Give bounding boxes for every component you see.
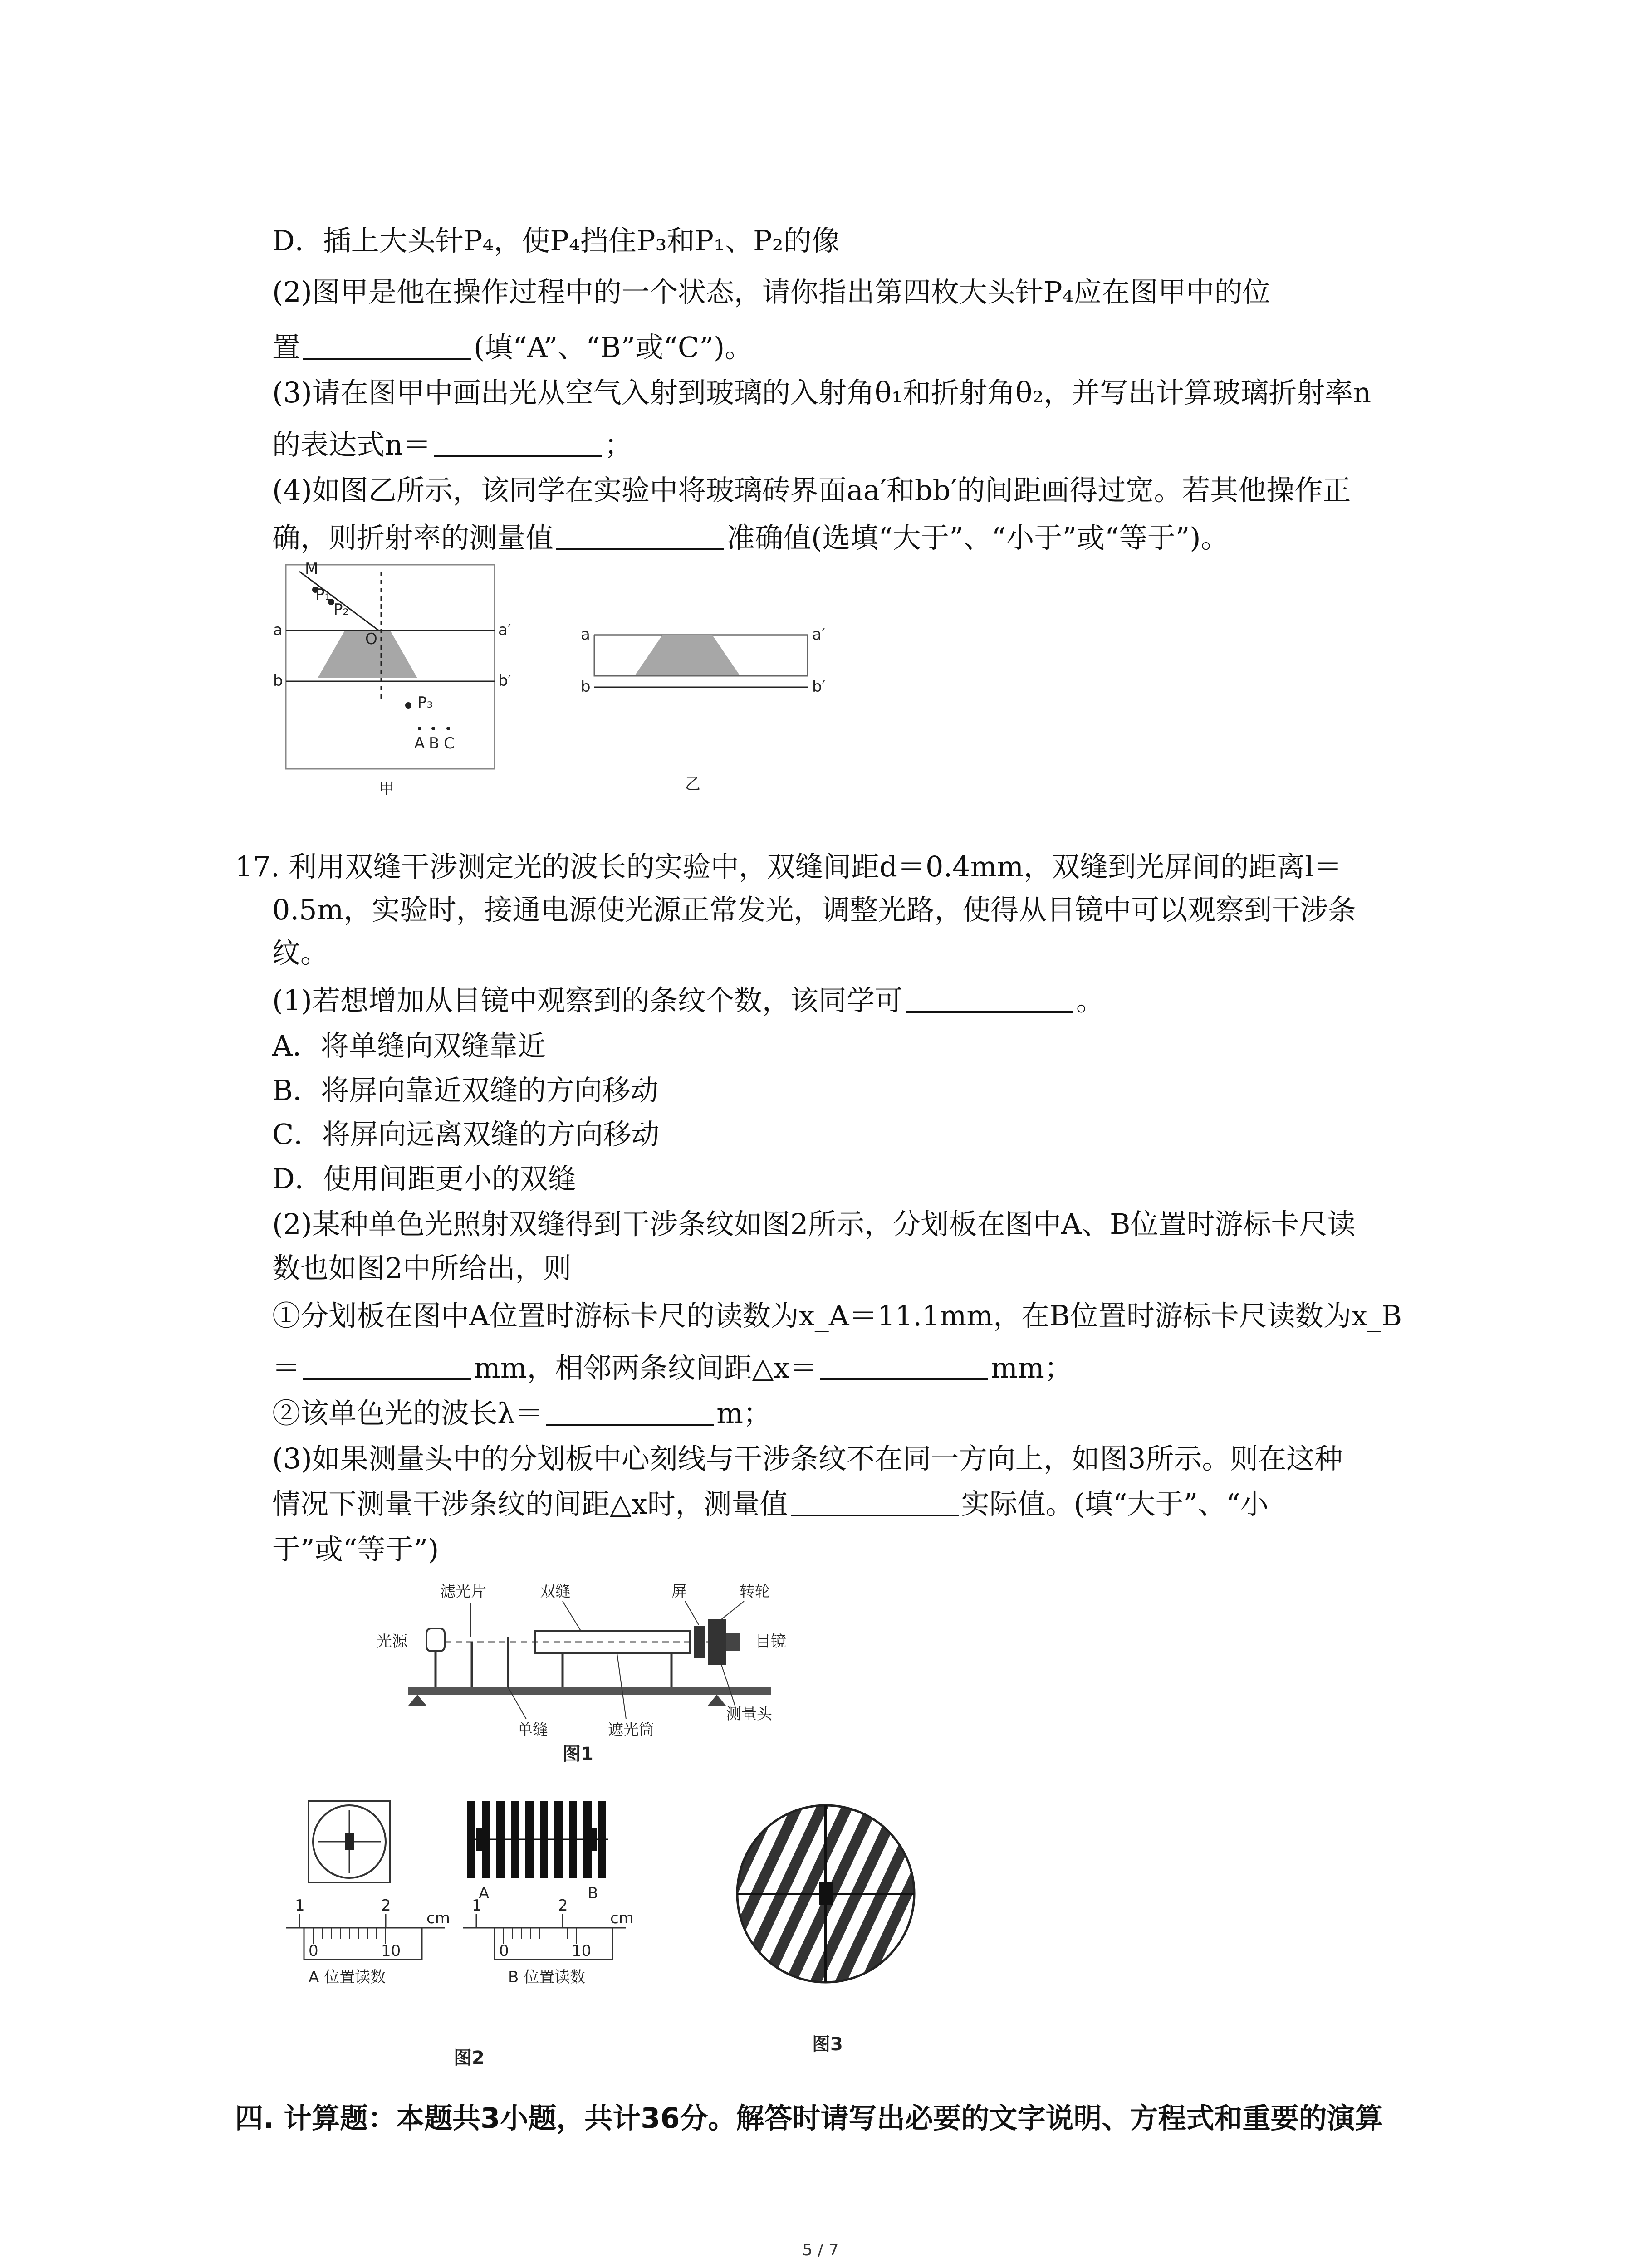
figure-jia-caption: 甲	[379, 780, 394, 798]
label-head: 测量头	[726, 1705, 772, 1723]
figure-1-apparatus	[327, 1574, 898, 1774]
vernier-scale-a	[286, 1897, 450, 1986]
answer-blank	[546, 1400, 714, 1426]
scale-b-label: B 位置读数	[508, 1968, 586, 1986]
figure-3-tilted	[735, 1801, 953, 2055]
q17-sub1-prefix: ＝	[272, 1351, 301, 1384]
q17-part3-line3: 于”或“等于”)	[272, 1533, 439, 1566]
q17-option-d: D．使用间距更小的双缝	[272, 1162, 576, 1195]
q17-sub1-line2	[272, 1351, 1073, 1384]
q17-option-a: A．将单缝向双缝靠近	[272, 1029, 546, 1062]
scale-a-tick-2: 2	[381, 1897, 391, 1915]
label-p3: P₃	[417, 694, 433, 712]
label-b: b	[273, 672, 283, 690]
q16-part2-prefix: 置	[272, 331, 301, 364]
q16-part4-suffix: 准确值(选填“大于”、“小于”或“等于”)。	[727, 521, 1229, 554]
answer-blank	[820, 1355, 988, 1380]
label-a: a	[273, 621, 283, 639]
label-wheel: 转轮	[740, 1583, 770, 1601]
fringe-label-a: A	[479, 1884, 490, 1902]
q17-sub2-prefix: ②该单色光的波长λ＝	[272, 1397, 544, 1430]
q16-part2-suffix: (填“A”、“B”或“C”)。	[474, 331, 753, 364]
scale-b-tick-2: 2	[558, 1897, 568, 1915]
figure-yi-caption: 乙	[685, 775, 700, 793]
label-a-prime: a′	[812, 626, 825, 644]
q17-part2-line1: (2)某种单色光照射双缝得到干涉条纹如图2所示，分划板在图中A、B位置时游标卡尺读	[272, 1207, 1356, 1241]
scale-a-tick-1: 1	[295, 1897, 305, 1915]
q17-part3-suffix: 实际值。(填“大于”、“小	[961, 1487, 1269, 1520]
q17-part1-suffix: 。	[1076, 984, 1104, 1017]
q17-sub1-line1: ①分划板在图中A位置时游标卡尺的读数为x_A＝11.1mm，在B位置时游标卡尺读数为x_B	[272, 1299, 1402, 1332]
q17-stem-line3: 纹。	[272, 936, 329, 969]
label-A: A	[414, 734, 425, 753]
label-C: C	[444, 734, 455, 753]
q17-part2-line2: 数也如图2中所给出，则	[272, 1251, 572, 1285]
q17-option-b: B．将屏向靠近双缝的方向移动	[272, 1074, 659, 1107]
label-filter: 滤光片	[440, 1583, 486, 1601]
q17-part1	[272, 984, 1104, 1017]
q16-option-d: D．插上大头针P₄，使P₄挡住P₃和P₁、P₂的像	[272, 224, 840, 257]
scale-a-vernier-0: 0	[309, 1942, 318, 1960]
figure-2-vernier	[272, 1792, 749, 2073]
label-p2: P₂	[333, 601, 349, 619]
figure-3-caption: 图3	[812, 2034, 843, 2055]
q17-sub1-suffix: mm；	[991, 1351, 1073, 1384]
scale-b-vernier-0: 0	[499, 1942, 509, 1960]
label-O: O	[365, 630, 377, 648]
q17-part3-line2	[272, 1487, 1269, 1520]
answer-blank	[303, 1355, 471, 1380]
label-b: b	[581, 678, 591, 696]
q16-part4-line1: (4)如图乙所示，该同学在实验中将玻璃砖界面aa′和bb′的间距画得过宽。若其他操作正	[272, 474, 1351, 507]
scale-a-vernier-10: 10	[381, 1942, 401, 1960]
q17-stem-line1: 17. 利用双缝干涉测定光的波长的实验中，双缝间距d＝0.4mm，双缝到光屏间的距离l＝	[235, 850, 1342, 883]
q16-part2-line1: (2)图甲是他在操作过程中的一个状态，请你指出第四枚大头针P₄应在图甲中的位	[272, 275, 1271, 308]
q16-part3-prefix: 的表达式n＝	[272, 428, 431, 461]
label-b-prime: b′	[812, 678, 826, 696]
q16-part3-suffix: ；	[604, 428, 632, 461]
label-double-slit: 双缝	[540, 1583, 571, 1601]
fringe-pattern	[467, 1801, 608, 1878]
label-b-prime: b′	[498, 672, 512, 690]
label-p1: P₁	[315, 586, 331, 604]
scale-a-label: A 位置读数	[309, 1968, 386, 1986]
q17-stem-line2: 0.5m，实验时，接通电源使光源正常发光，调整光路，使得从目镜中可以观察到干涉条	[272, 893, 1357, 926]
section-4-heading: 四. 计算题：本题共3小题，共计36分。解答时请写出必要的文字说明、方程式和重要的演算	[235, 2102, 1383, 2135]
q16-part4-prefix: 确，则折射率的测量值	[272, 521, 554, 554]
label-eyepiece: 目镜	[755, 1633, 786, 1651]
figure-2-caption: 图2	[454, 2048, 485, 2068]
scale-b-unit: cm	[610, 1909, 634, 1927]
fringe-label-b: B	[588, 1884, 598, 1902]
vernier-scale-b	[463, 1897, 634, 1986]
label-a: a	[581, 626, 590, 644]
q16-part2-line2	[272, 333, 753, 362]
label-tube: 遮光筒	[608, 1721, 654, 1739]
label-M: M	[305, 560, 318, 578]
label-a-prime: a′	[498, 621, 511, 639]
q17-option-c: C．将屏向远离双缝的方向移动	[272, 1118, 660, 1151]
figure-1-caption: 图1	[563, 1744, 593, 1765]
scale-b-tick-1: 1	[472, 1897, 482, 1915]
scale-b-vernier-10: 10	[572, 1942, 592, 1960]
page-number: 5 / 7	[802, 2241, 839, 2259]
figure-jia	[273, 560, 517, 807]
q17-sub2-suffix: m；	[716, 1397, 772, 1430]
q17-part1-prefix: (1)若想增加从目镜中观察到的条纹个数，该同学可	[272, 984, 903, 1017]
q17-sub1-mid: mm，相邻两条纹间距△x＝	[474, 1351, 818, 1384]
answer-blank	[303, 334, 471, 360]
q17-part3-line1: (3)如果测量头中的分划板中心刻线与干涉条纹不在同一方向上，如图3所示。则在这种	[272, 1442, 1343, 1475]
scale-a-unit: cm	[426, 1909, 450, 1927]
label-source: 光源	[377, 1633, 407, 1651]
q16-part4-line2	[272, 521, 1229, 554]
q17-sub2	[272, 1397, 772, 1430]
figure-yi	[581, 621, 835, 803]
label-screen: 屏	[671, 1583, 687, 1601]
answer-blank	[791, 1491, 959, 1516]
q16-part3-line1: (3)请在图甲中画出光从空气入射到玻璃的入射角θ₁和折射角θ₂，并写出计算玻璃折射率n	[272, 376, 1372, 409]
label-B: B	[429, 734, 440, 753]
q17-part3-prefix: 情况下测量干涉条纹的间距△x时，测量值	[272, 1487, 788, 1520]
answer-blank	[556, 525, 724, 550]
label-single-slit: 单缝	[517, 1721, 548, 1739]
answer-blank	[906, 987, 1073, 1013]
answer-blank	[434, 432, 602, 457]
q16-part3-line2	[272, 428, 632, 461]
